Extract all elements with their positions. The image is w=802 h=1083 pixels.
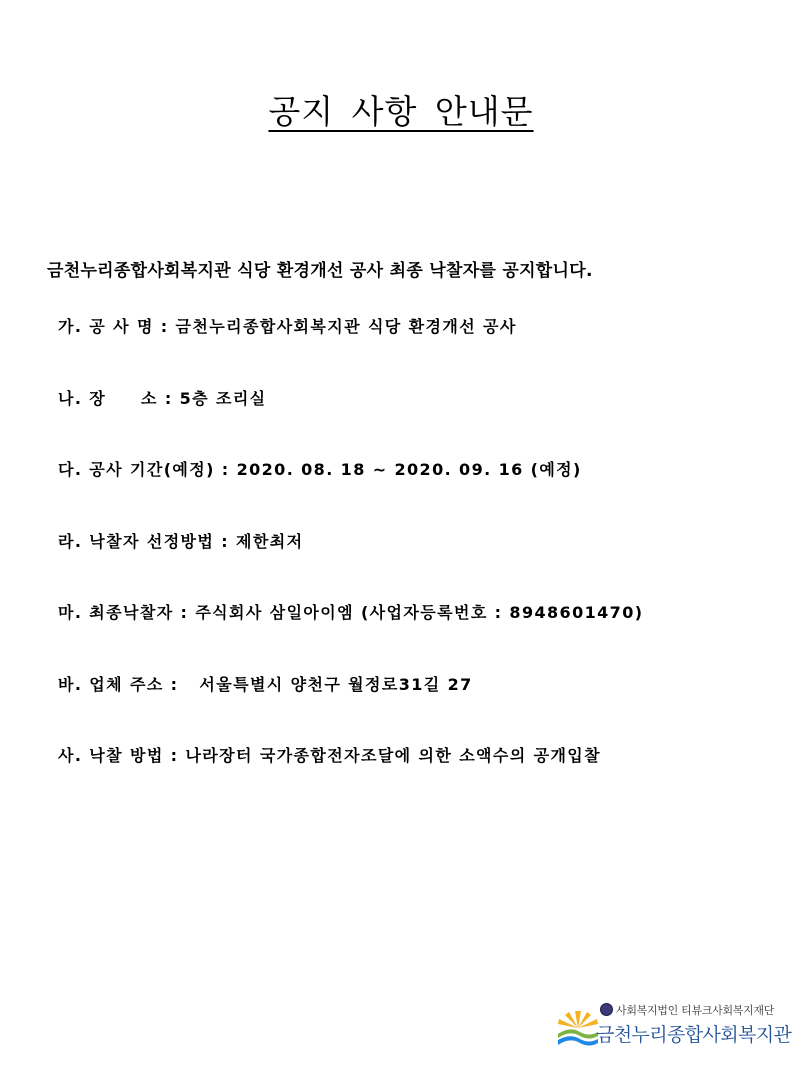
item-project-name: 가. 공 사 명 : 금천누리종합사회복지관 식당 환경개선 공사 bbox=[58, 317, 517, 336]
sunrise-icon bbox=[556, 1008, 600, 1048]
notice-title: 공지 사항 안내문 bbox=[268, 92, 534, 131]
center-name: 금천누리종합사회복지관 bbox=[596, 1024, 792, 1046]
item-company-address: 바. 업체 주소 : 서울특별시 양천구 월정로31길 27 bbox=[58, 674, 473, 694]
seal-icon bbox=[600, 1003, 613, 1016]
item-location: 나. 장 소 : 5층 조리실 bbox=[58, 388, 267, 408]
item-selection-method: 라. 낙찰자 선정방법 : 제한최저 bbox=[58, 531, 304, 551]
intro-text: 금천누리종합사회복지관 식당 환경개선 공사 최종 낙찰자를 공지합니다. bbox=[47, 261, 593, 281]
item-period: 다. 공사 기간(예정) : 2020. 08. 18 ~ 2020. 09. 16 (예정) bbox=[58, 460, 582, 479]
foundation-label bbox=[600, 1002, 774, 1018]
center-logo bbox=[556, 1000, 792, 1052]
item-bid-method: 사. 낙찰 방법 : 나라장터 국가종합전자조달에 의한 소액수의 공개입찰 bbox=[58, 746, 602, 765]
foundation-name: 사회복지법인 티뷰크사회복지재단 bbox=[616, 1004, 775, 1017]
notice-items bbox=[58, 316, 643, 817]
item-final-bidder: 마. 최종낙찰자 : 주식회사 삼일아이엠 (사업자등록번호 : 8948601470) bbox=[58, 603, 644, 622]
